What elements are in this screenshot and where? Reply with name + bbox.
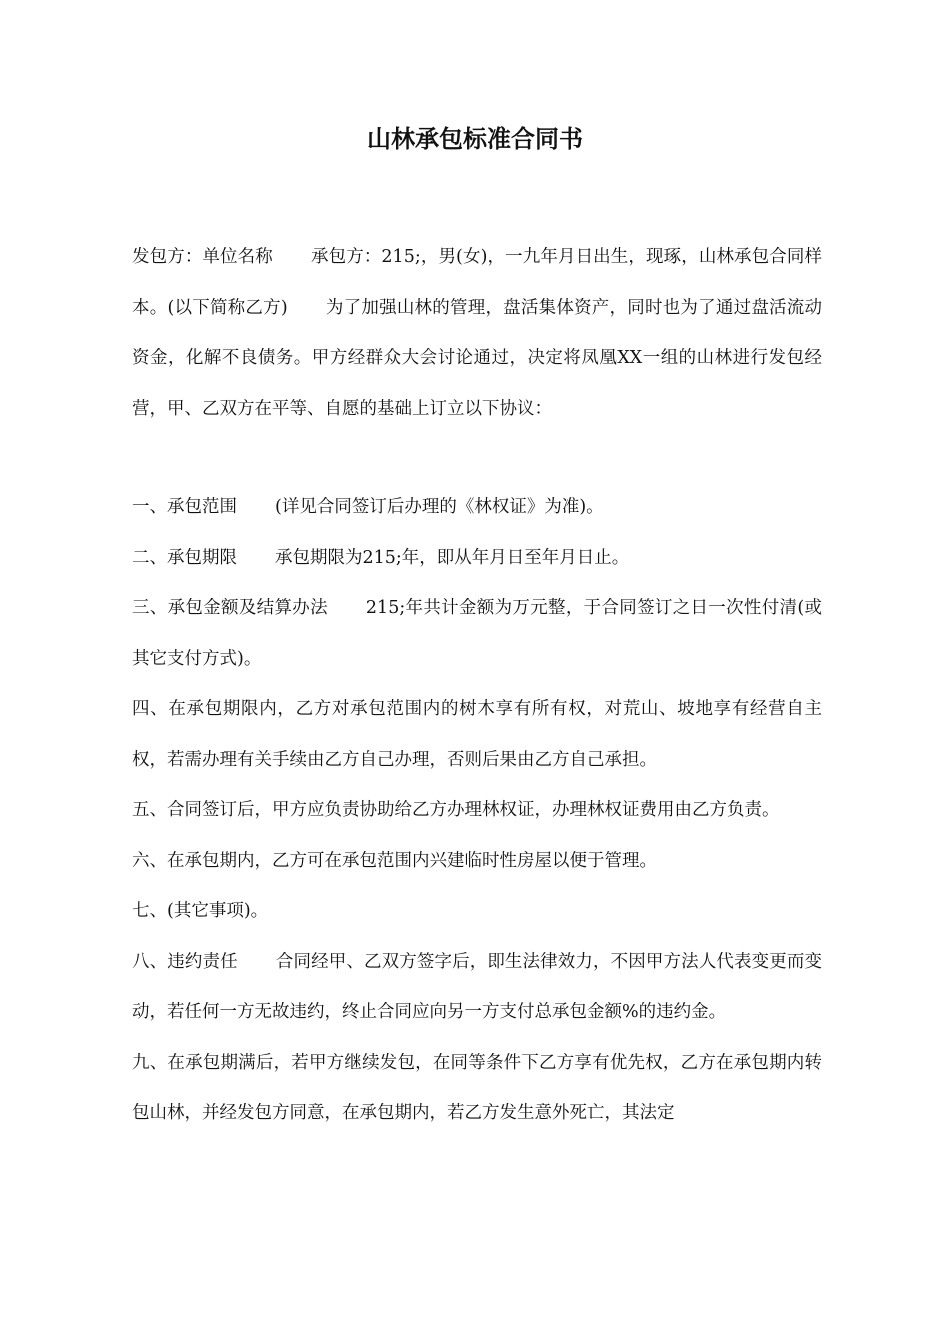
clause-text: 五、合同签订后，甲方应负责协助给乙方办理林权证，办理林权证费用由乙方负责。 <box>132 800 780 820</box>
clause-7 <box>132 886 822 937</box>
clause-4 <box>132 684 822 785</box>
clause-1 <box>132 482 822 533</box>
clauses-section <box>132 482 822 1139</box>
clause-heading: 三、承包金额及结算办法 <box>132 598 328 618</box>
clause-text: 承包期限为215;年，即从年月日至年月日止。 <box>275 547 630 568</box>
clause-heading: 一、承包范围 <box>132 497 237 517</box>
clause-heading: 八、违约责任 <box>132 951 238 972</box>
clause-text: 六、在承包期内，乙方可在承包范围内兴建临时性房屋以便于管理。 <box>132 850 657 871</box>
intro-issuer: 发包方：单位名称 <box>132 247 273 267</box>
intro-purpose: 为了加强山林的管理，盘活集体资产，同时也为了通过盘活流动资金，化解不良债务。甲方经群众大会讨论通过，决定将凤凰XX一组的山林进行发包经营，甲、乙双方在平等、自愿的基础上订立以下协议： <box>132 297 822 419</box>
clause-text: 九、在承包期满后，若甲方继续发包，在同等条件下乙方享有优先权，乙方在承包期内转包山林，并经发包方同意，在承包期内，若乙方发生意外死亡，其法定 <box>132 1052 822 1123</box>
clause-6 <box>132 836 822 887</box>
clause-heading: 二、承包期限 <box>132 547 237 568</box>
intro-paragraph <box>132 232 822 434</box>
clause-text: 四、在承包期限内，乙方对承包范围内的树木享有所有权，对荒山、坡地享有经营自主权，若需办理有关手续由乙方自己办理，否则后果由乙方自己承担。 <box>132 699 822 770</box>
document-title: 山林承包标准合同书 <box>367 125 583 153</box>
clause-2 <box>132 533 822 584</box>
clause-3 <box>132 583 822 684</box>
intro-contractor: 承包方：215;，男(女)，一九年月日出生，现琢，山林承包合同样本。(以下简称乙方) <box>132 247 822 318</box>
clause-text: 合同经甲、乙双方签字后，即生法律效力，不因甲方法人代表变更而变动，若任何一方无故违约，终止合同应向另一方支付总承包金额%的违约金。 <box>132 951 823 1022</box>
clause-8 <box>132 937 822 1038</box>
clause-text: 七、(其它事项)。 <box>132 901 269 921</box>
clause-text: (详见合同签订后办理的《林权证》为准)。 <box>275 497 604 517</box>
clause-5 <box>132 785 822 836</box>
clause-9 <box>132 1038 822 1139</box>
clause-text: 215;年共计金额为万元整，于合同签订之日一次性付清(或其它支付方式)。 <box>132 598 823 669</box>
